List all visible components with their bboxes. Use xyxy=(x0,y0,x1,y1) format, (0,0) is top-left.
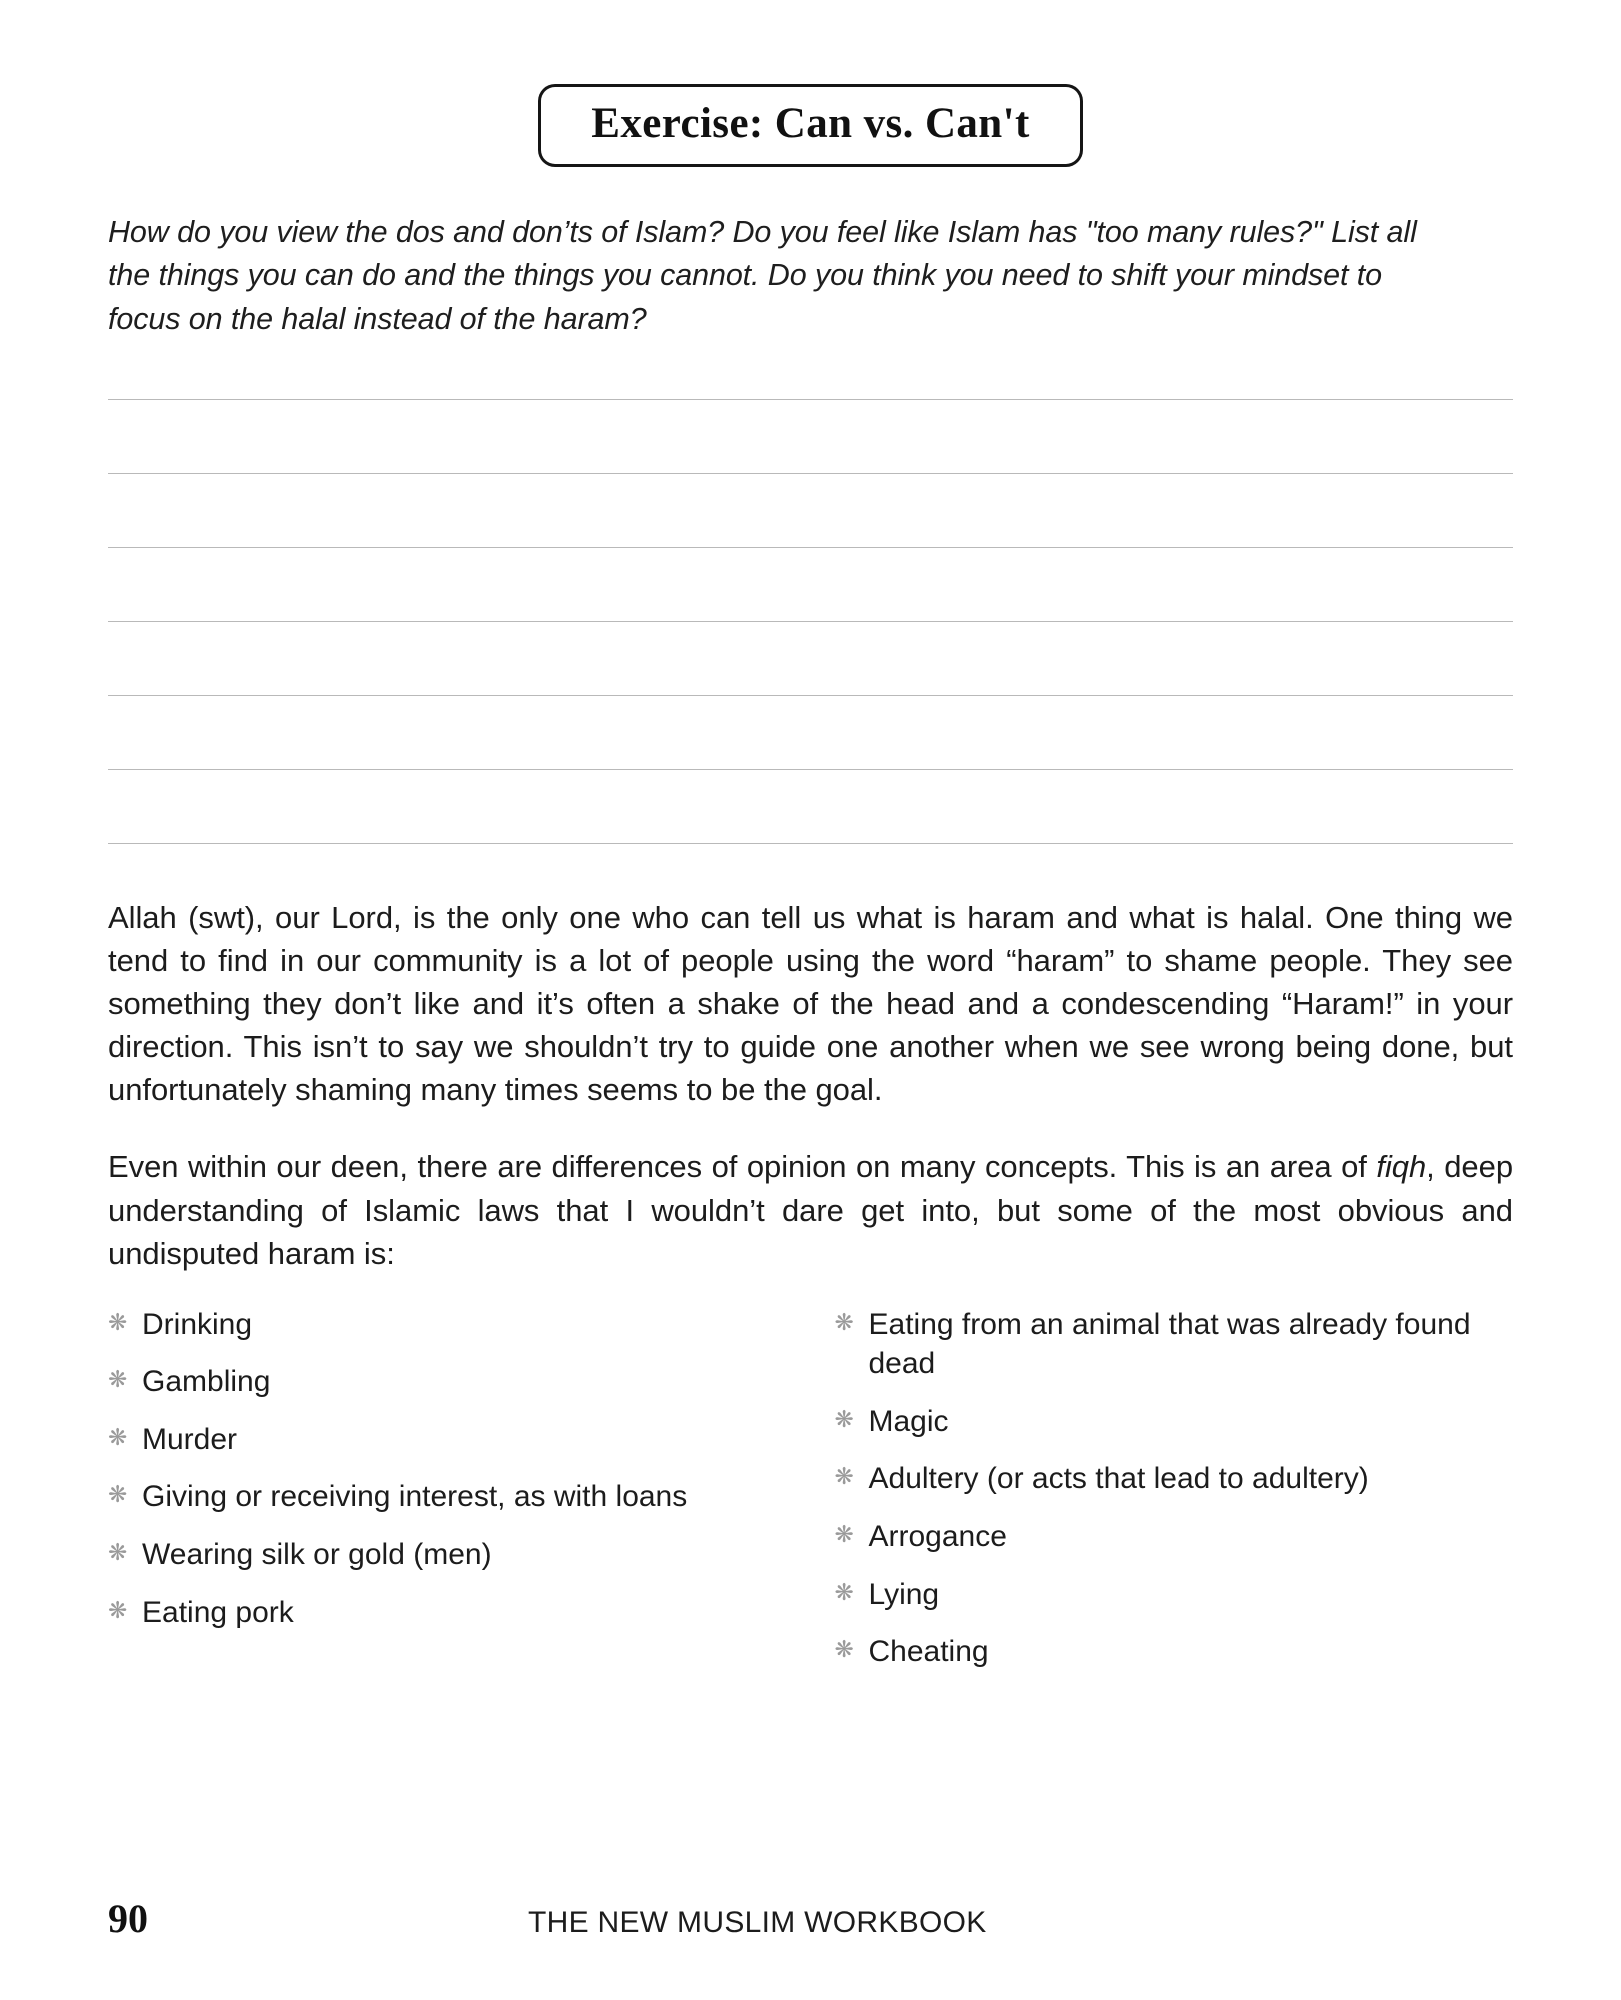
list-item-label: Murder xyxy=(142,1422,238,1456)
starburst-bullet-icon: ❋ xyxy=(108,1539,128,1566)
list-item xyxy=(835,1459,1514,1499)
list-item-label: Magic xyxy=(868,1404,949,1438)
writing-line[interactable] xyxy=(108,399,1513,400)
writing-line[interactable] xyxy=(108,769,1513,770)
body-paragraph-2 xyxy=(108,1145,1513,1274)
list-item xyxy=(835,1575,1514,1615)
starburst-bullet-icon: ❋ xyxy=(834,1636,854,1663)
starburst-bullet-icon: ❋ xyxy=(108,1308,128,1335)
starburst-bullet-icon: ❋ xyxy=(834,1463,854,1490)
starburst-bullet-icon: ❋ xyxy=(108,1366,128,1393)
exercise-prompt: How do you view the dos and don’ts of Islam? Do you feel like Islam has "too many rules?" List all the things you can do and the things you cannot. Do you think you need to shift your mindset to focus on the halal instead of the haram? xyxy=(108,215,1417,336)
writing-line[interactable] xyxy=(108,695,1513,696)
writing-line[interactable] xyxy=(108,473,1513,474)
book-title: THE NEW MUSLIM WORKBOOK xyxy=(528,1906,987,1939)
exercise-title-banner-wrap xyxy=(108,0,1513,167)
starburst-bullet-icon: ❋ xyxy=(834,1308,854,1335)
paragraph-2-part-2: , deep understanding of Islamic laws that I wouldn’t dare get into, but some of the most obvious and undisputed haram is: xyxy=(108,1149,1514,1271)
list-item-label: Eating from an animal that was already found dead xyxy=(868,1307,1471,1381)
writing-line[interactable] xyxy=(108,843,1513,844)
list-item-label: Adultery (or acts that lead to adultery) xyxy=(868,1462,1369,1496)
list-item-label: Gambling xyxy=(142,1365,271,1399)
banner-corner-bottom-left-icon xyxy=(538,147,558,167)
starburst-bullet-icon: ❋ xyxy=(834,1578,854,1605)
writing-lines[interactable] xyxy=(108,399,1513,844)
haram-list-left-column xyxy=(108,1305,787,1690)
starburst-bullet-icon: ❋ xyxy=(108,1423,128,1450)
starburst-bullet-icon: ❋ xyxy=(108,1596,128,1623)
list-item-label: Arrogance xyxy=(868,1520,1007,1554)
banner-corner-bottom-right-icon xyxy=(1063,147,1083,167)
starburst-bullet-icon: ❋ xyxy=(834,1521,854,1548)
starburst-bullet-icon: ❋ xyxy=(834,1405,854,1432)
page-footer xyxy=(108,1895,1513,1942)
list-item xyxy=(108,1535,787,1575)
writing-line[interactable] xyxy=(108,547,1513,548)
haram-list-right-column xyxy=(835,1305,1514,1690)
exercise-title-banner xyxy=(538,84,1082,167)
list-item-label: Cheating xyxy=(868,1635,989,1669)
exercise-title: Exercise: Can vs. Can't xyxy=(591,100,1030,147)
list-item-label: Lying xyxy=(868,1577,940,1611)
list-item xyxy=(108,1362,787,1402)
list-item xyxy=(108,1593,787,1633)
list-item xyxy=(835,1402,1514,1442)
list-item xyxy=(108,1477,787,1517)
banner-corner-top-left-icon xyxy=(538,84,558,104)
body-text xyxy=(108,896,1513,1275)
list-item-label: Giving or receiving interest, as with loans xyxy=(142,1480,688,1514)
banner-corner-top-right-icon xyxy=(1063,84,1083,104)
list-item xyxy=(835,1632,1514,1672)
page-number: 90 xyxy=(108,1896,148,1941)
paragraph-2-part-1: Even within our deen, there are differences of opinion on many concepts. This is an area of xyxy=(108,1149,1377,1185)
list-item xyxy=(108,1420,787,1460)
term-fiqh: fiqh xyxy=(1376,1149,1427,1185)
body-paragraph-1: Allah (swt), our Lord, is the only one who can tell us what is haram and what is halal. One thing we tend to find in our community is a lot of people using the word “haram” to shame people. They see something they don’t like and it’s often a shake of the head and a condescending “Haram!” in your direction. This isn’t to say we shouldn’t try to guide one another when we see wrong being done, but unfortunately shaming many times seems to be the goal. xyxy=(108,900,1513,1108)
list-item-label: Drinking xyxy=(142,1307,253,1341)
list-item xyxy=(108,1305,787,1345)
starburst-bullet-icon: ❋ xyxy=(108,1481,128,1508)
writing-line[interactable] xyxy=(108,621,1513,622)
haram-list xyxy=(108,1305,1513,1690)
list-item-label: Wearing silk or gold (men) xyxy=(142,1538,492,1572)
list-item xyxy=(835,1305,1514,1384)
list-item-label: Eating pork xyxy=(142,1595,294,1629)
list-item xyxy=(835,1517,1514,1557)
